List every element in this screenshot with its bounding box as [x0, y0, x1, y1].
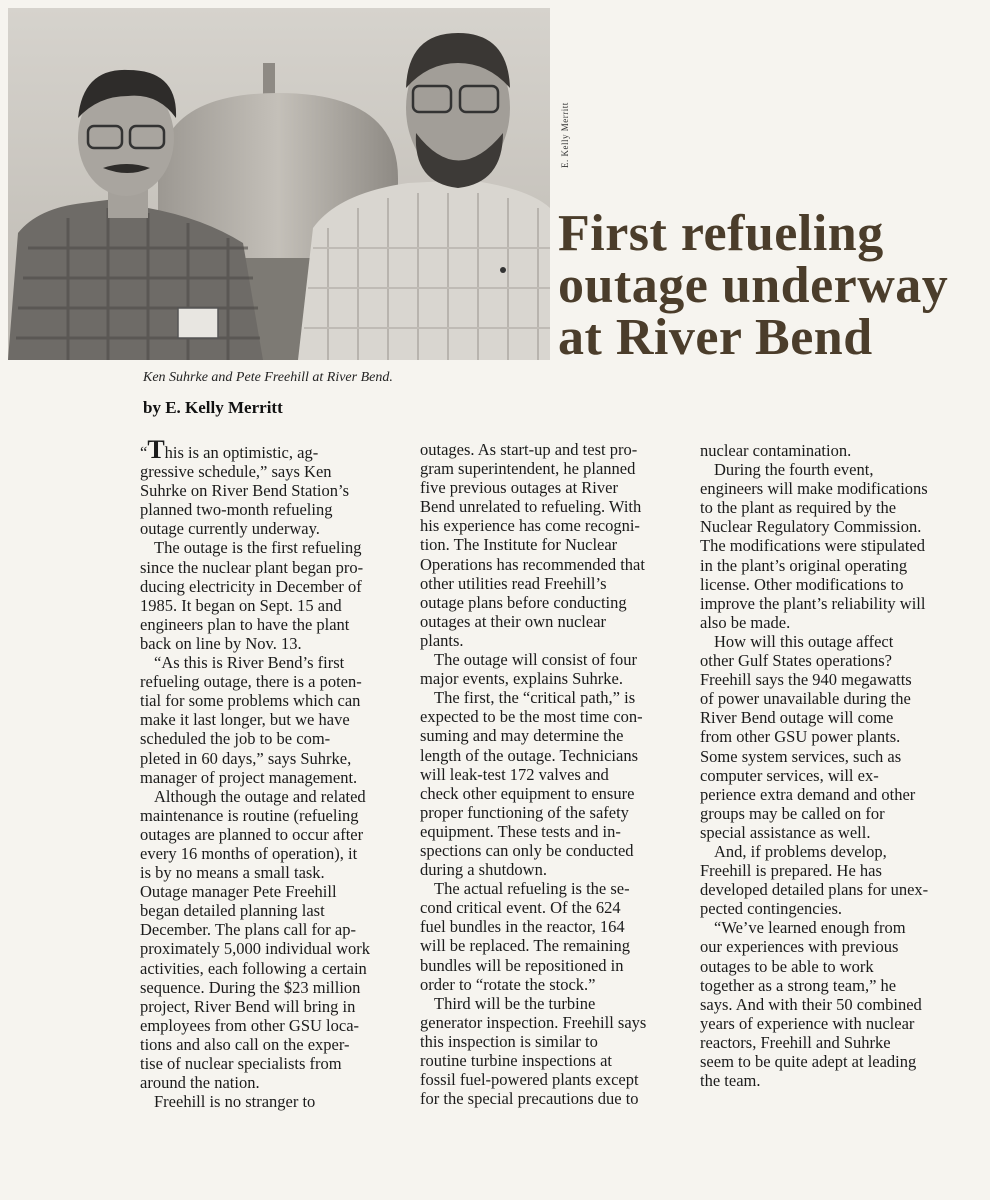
text-line: fossil fuel-powered plants except — [420, 1070, 639, 1090]
text-line: outages are planned to occur after — [140, 824, 364, 844]
text-line: our experiences with previous — [700, 937, 899, 957]
article-column-3 — [700, 441, 970, 1090]
text-line: The first, the “critical path,” is — [434, 688, 636, 708]
text-line: expected to be the most time con- — [420, 707, 643, 727]
text-line: during a shutdown. — [420, 860, 547, 880]
text-line: “We’ve learned enough from — [714, 918, 906, 938]
text-line: five previous outages at River — [420, 478, 618, 498]
text-line: ducing electricity in December of — [140, 576, 362, 596]
text-line-fragment: his is an optimistic, ag- — [164, 443, 319, 462]
text-line: outages. As start-up and test pro- — [420, 440, 638, 459]
text-line: Although the outage and related — [154, 786, 366, 806]
text-line: sequence. During the $23 million — [140, 977, 361, 997]
text-line: Suhrke on River Bend Station’s — [140, 481, 349, 501]
text-line: planned two-month refueling — [140, 500, 333, 520]
text-line: Nuclear Regulatory Commission. — [700, 517, 922, 537]
text-line: computer services, will ex- — [700, 765, 879, 785]
text-line: groups may be called on for — [700, 803, 885, 823]
text-line: activities, each following a certain — [140, 958, 367, 978]
text-line: manager of project management. — [140, 767, 358, 787]
text-line: engineers plan to have the plant — [140, 614, 350, 634]
photo-credit: E. Kelly Merritt — [560, 102, 570, 168]
text-line: back on line by Nov. 13. — [140, 633, 302, 653]
text-line: make it last longer, but we have — [140, 710, 350, 730]
text-line: order to “rotate the stock.” — [420, 974, 596, 994]
text-line: pleted in 60 days,” says Suhrke, — [140, 748, 352, 768]
text-line: equipment. These tests and in- — [420, 821, 621, 841]
text-line: gressive schedule,” says Ken — [140, 462, 332, 482]
text-line: The actual refueling is the se- — [434, 879, 630, 899]
text-line: reactors, Freehill and Suhrke — [700, 1032, 891, 1052]
text-line: The modifications were stipulated — [700, 536, 925, 556]
text-line: other utilities read Freehill’s — [420, 573, 607, 593]
text-line: generator inspection. Freehill says — [420, 1012, 647, 1032]
text-line: special assistance as well. — [700, 822, 871, 842]
text-line: will be replaced. The remaining — [420, 936, 630, 956]
text-line: length of the outage. Technicians — [420, 745, 639, 765]
text-line: nuclear contamination. — [700, 441, 852, 460]
text-line: Outage manager Pete Freehill — [140, 882, 337, 902]
text-line: of power unavailable during the — [700, 689, 911, 709]
text-line: refueling outage, there is a poten- — [140, 672, 362, 692]
text-line: Third will be the turbine — [434, 993, 596, 1013]
text-line: major events, explains Suhrke. — [420, 669, 623, 689]
text-line: Freehill is prepared. He has — [700, 861, 882, 881]
text-line: suming and may determine the — [420, 726, 624, 746]
text-line: engineers will make modifications — [700, 479, 928, 499]
text-line: years of experience with nuclear — [700, 1013, 915, 1033]
text-line: every 16 months of operation), it — [140, 843, 358, 863]
text-line: How will this outage affect — [714, 631, 894, 651]
text-line: scheduled the job to be com- — [140, 729, 331, 749]
text-line: outage plans before conducting — [420, 592, 627, 612]
text-line: fuel bundles in the reactor, 164 — [420, 917, 625, 937]
text-line: also be made. — [700, 612, 791, 632]
text-line: The outage will consist of four — [434, 650, 637, 670]
photo-illustration — [8, 8, 550, 360]
text-line: around the nation. — [140, 1073, 260, 1093]
text-line: Bend unrelated to refueling. With — [420, 497, 642, 517]
text-line: outages at their own nuclear — [420, 611, 607, 631]
drop-cap: T — [147, 435, 165, 464]
byline: by E. Kelly Merritt — [143, 398, 283, 417]
text-line: 1985. It began on Sept. 15 and — [140, 595, 342, 615]
text-line: proper functioning of the safety — [420, 802, 629, 822]
text-line: the team. — [700, 1071, 761, 1091]
text-line: plants. — [420, 630, 464, 650]
text-line: improve the plant’s reliability will — [700, 593, 926, 613]
text-line: together as a strong team,” he — [700, 975, 897, 995]
text-line: pected contingencies. — [700, 899, 843, 919]
text-line: maintenance is routine (refueling — [140, 805, 359, 825]
text-line: gram superintendent, he planned — [420, 459, 636, 479]
article-column-2 — [420, 440, 688, 1108]
text-line: tial for some problems which can — [140, 691, 361, 711]
text-line: employees from other GSU loca- — [140, 1015, 360, 1035]
text-line: perience extra demand and other — [700, 784, 916, 804]
text-line: project, River Bend will bring in — [140, 996, 356, 1016]
text-line: from other GSU power plants. — [700, 727, 901, 747]
text-line: his experience has come recogni- — [420, 516, 640, 536]
text-line: routine turbine inspections at — [420, 1051, 612, 1070]
text-line: will leak-test 172 valves and — [420, 764, 609, 784]
text-line: cond critical event. Of the 624 — [420, 898, 621, 918]
text-line: tion. The Institute for Nuclear — [420, 535, 618, 555]
text-line: And, if problems develop, — [714, 841, 887, 861]
text-line: license. Other modifications to — [700, 574, 904, 594]
text-line: Freehill is no stranger to — [154, 1092, 316, 1112]
text-line: check other equipment to ensure — [420, 783, 635, 803]
text-line: outage currently underway. — [140, 519, 320, 539]
headline — [558, 205, 978, 366]
article-column-1 — [140, 435, 402, 1112]
headline-line-2: outage underway — [558, 257, 949, 314]
text-line: is by no means a small task. — [140, 863, 325, 883]
text-line: this inspection is similar to — [420, 1031, 598, 1051]
text-line: December. The plans call for ap- — [140, 920, 356, 940]
text-line: “As this is River Bend’s first — [154, 653, 345, 673]
text-line: developed detailed plans for unex- — [700, 880, 929, 900]
text-line: began detailed planning last — [140, 901, 325, 921]
text-line: The outage is the first refueling — [154, 538, 362, 558]
headline-line-3: at River Bend — [558, 309, 873, 366]
text-line: Freehill says the 940 megawatts — [700, 670, 912, 690]
text-line: Some system services, such as — [700, 746, 902, 766]
headline-line-1: First refueling — [558, 205, 884, 262]
text-line: in the plant’s original operating — [700, 555, 908, 575]
text-line: spections can only be conducted — [420, 840, 634, 860]
article-photo — [8, 8, 550, 360]
opening-quote: “ — [140, 443, 148, 462]
text-line: seem to be quite adept at leading — [700, 1052, 917, 1071]
text-line: River Bend outage will come — [700, 708, 894, 728]
text-line: tions and also call on the exper- — [140, 1034, 350, 1054]
text-line: for the special precautions due to — [420, 1089, 639, 1109]
text-line: other Gulf States operations? — [700, 651, 892, 671]
text-line — [140, 435, 402, 464]
photo-caption: Ken Suhrke and Pete Freehill at River Bend. — [143, 370, 393, 385]
text-line: to the plant as required by the — [700, 498, 897, 518]
text-line: outages to be able to work — [700, 956, 874, 976]
text-line: bundles will be repositioned in — [420, 955, 624, 975]
text-line: since the nuclear plant began pro- — [140, 557, 364, 577]
text-line: tise of nuclear specialists from — [140, 1054, 342, 1073]
text-line: During the fourth event, — [714, 460, 874, 480]
text-line: Operations has recommended that — [420, 554, 645, 574]
text-line: proximately 5,000 individual work — [140, 939, 371, 959]
text-line: says. And with their 50 combined — [700, 994, 922, 1014]
